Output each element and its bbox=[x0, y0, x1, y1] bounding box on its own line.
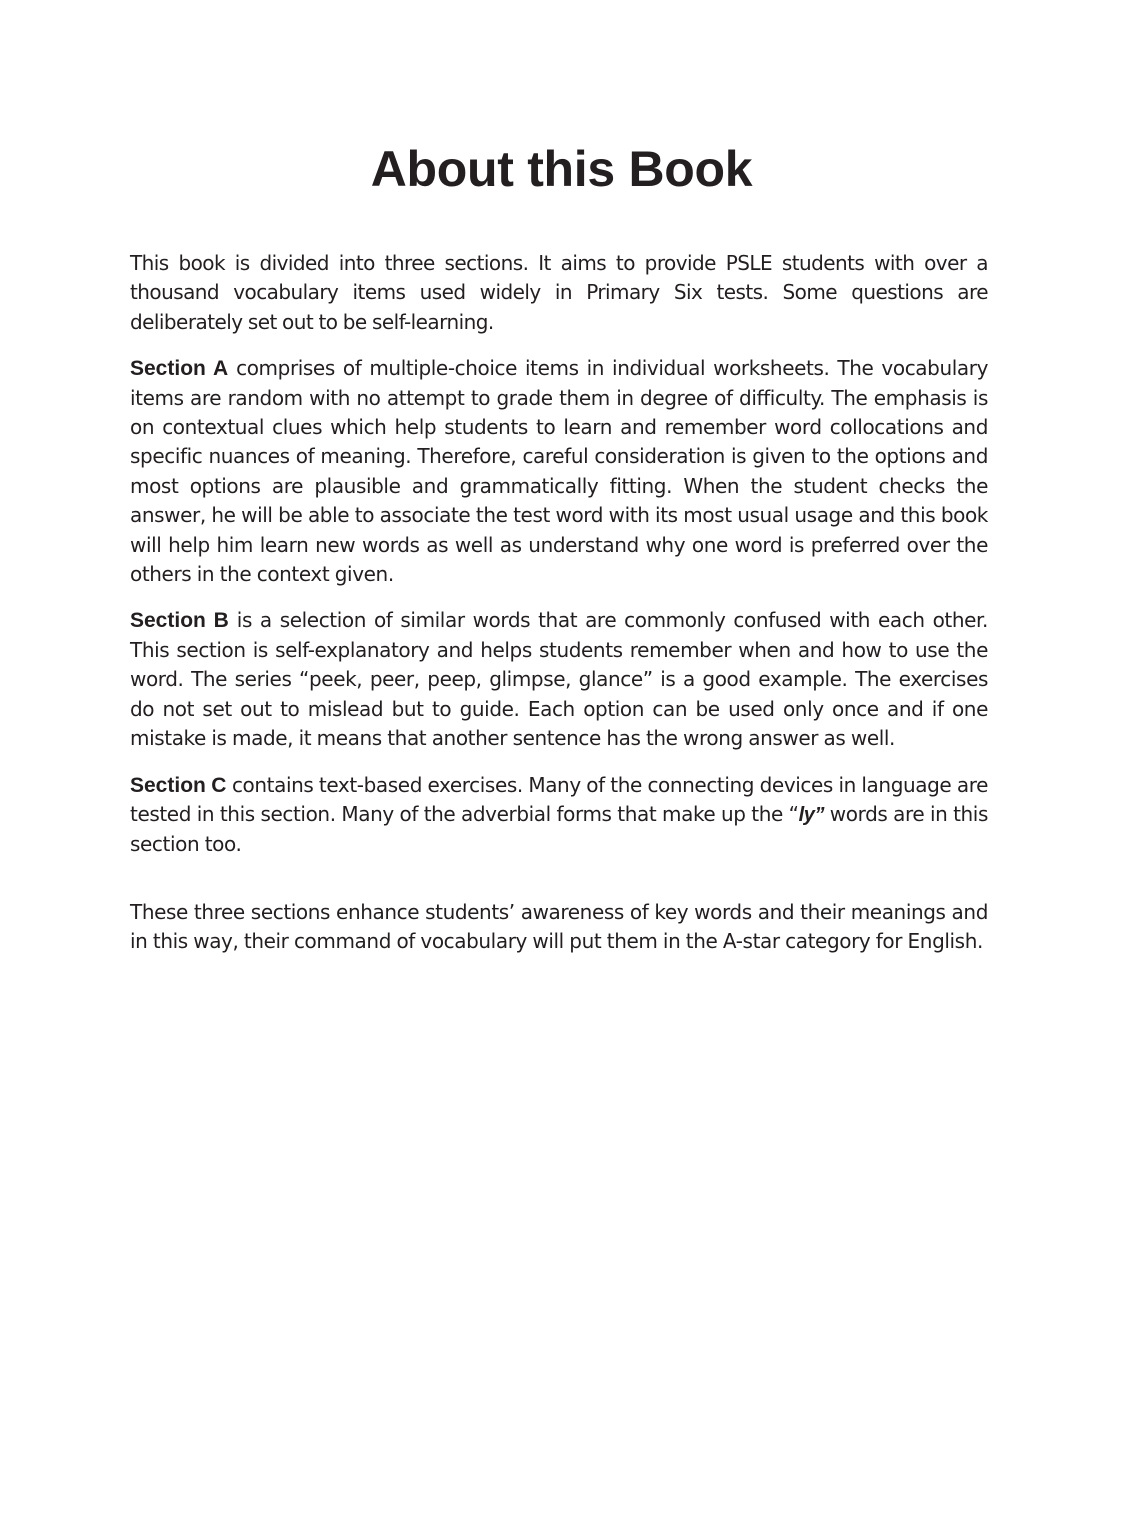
section-a-paragraph bbox=[130, 354, 988, 589]
section-c-description-start: contains text-based exercises. Many of the connecting devices in language are tested in this section. Many of the adverbial forms that make up the “ bbox=[130, 772, 988, 826]
section-a-label: Section A bbox=[130, 357, 229, 381]
intro-paragraph: This book is divided into three sections. It aims to provide PSLE students with over a thousand vocabulary items used widely in Primary Six tests. Some questions are deliberately set out to be self-learning. bbox=[130, 251, 988, 334]
section-c-paragraph bbox=[130, 771, 988, 860]
page-title: About this Book bbox=[370, 141, 753, 197]
section-a-description: comprises of multiple-choice items in individual worksheets. The vocabulary items are random with no attempt to grade them in degree of difficulty. The emphasis is on contextual clues which help students to learn and remember word collocations and specific nuances of meaning. Therefore, careful consideration is given to the options and most options are plausible and grammatically fitting. When the student checks the answer, he will be able to associate the test word with its most usual usage and this book will help him learn new words as well as understand why one word is preferred over the others in the context given. bbox=[130, 356, 988, 587]
conclusion-paragraph: These three sections enhance students’ awareness of key words and their meanings and in this way, their command of vocabulary will put them in the A-star category for English. bbox=[130, 899, 988, 954]
ly-emphasis: ly” bbox=[798, 803, 825, 826]
section-c-label: Section C bbox=[130, 773, 227, 797]
body-text bbox=[130, 249, 988, 957]
section-c-description-end: words are in this section too. bbox=[130, 801, 988, 857]
section-b-label: Section B bbox=[130, 609, 229, 633]
section-b-description: is a selection of similar words that are commonly confused with each other. This section is self-explanatory and helps students remember when and how to use the word. The series “peek, peer, peep, glimpse, glance” is a good example. The exercises do not set out to mislead but to guide. Each option can be used only once and if one mistake is made, it means that another sentence has the wrong answer as well. bbox=[130, 608, 988, 751]
section-b-paragraph bbox=[130, 606, 988, 753]
